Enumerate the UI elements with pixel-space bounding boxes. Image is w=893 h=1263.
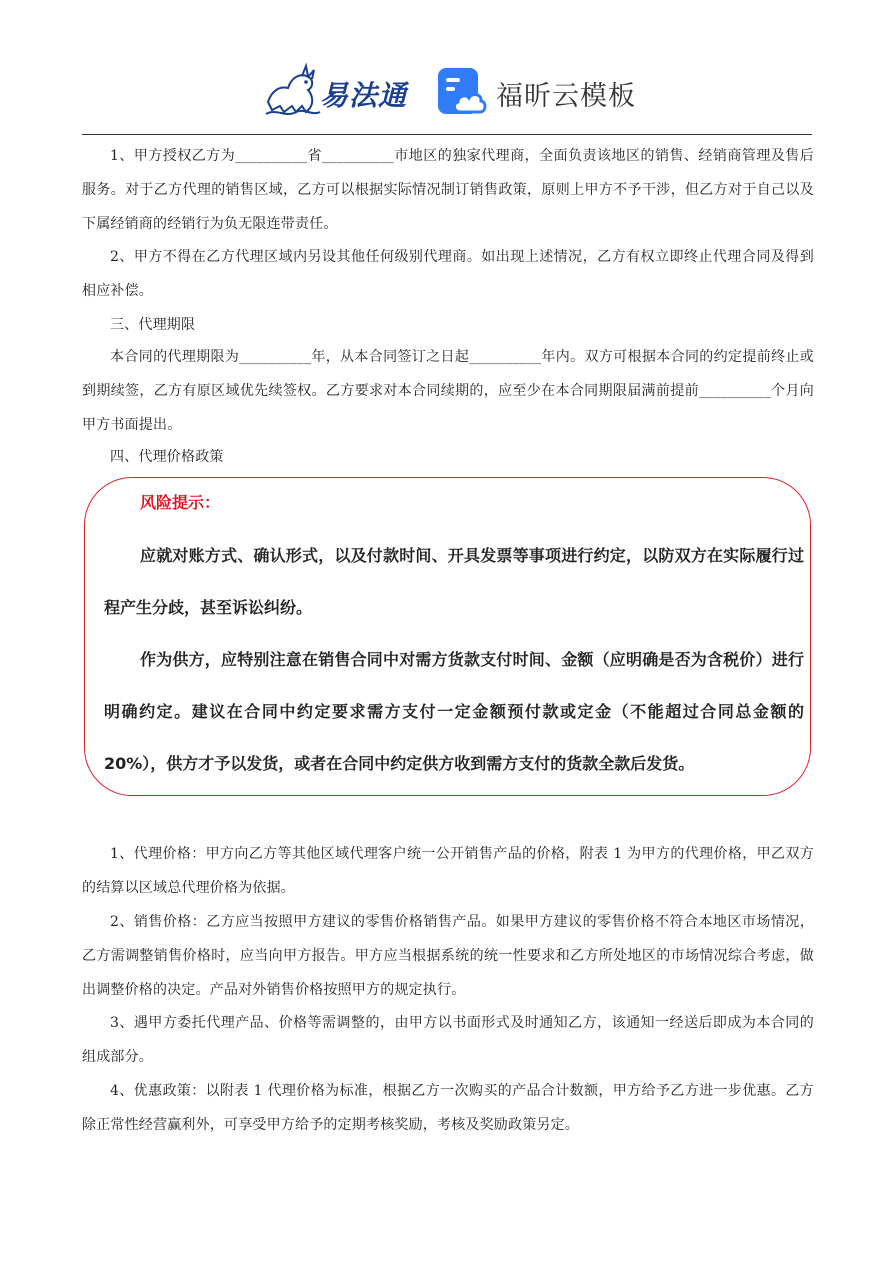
cloud-document-icon <box>436 66 488 118</box>
heading-agency-price-policy: 四、代理价格政策 <box>110 449 224 465</box>
price-clause-2: 2、销售价格：乙方应当按照甲方建议的零售价格销售产品。如果甲方建议的零售价格不符合本地区市场情况，乙方需调整销售价格时，应当向甲方报告。甲方应当根据系统的统一性要求和乙方所处地区的市场情况综合考虑，做出调整价格的决定。产品对外销售价格按照甲方的规定执行。 <box>82 914 814 998</box>
heading-agency-term: 三、代理期限 <box>110 317 196 333</box>
risk-warning-paragraph-1: 应就对账方式、确认形式，以及付款时间、开具发票等事项进行约定，以防双方在实际履行过程产生分歧，甚至诉讼纠纷。 <box>104 546 804 617</box>
price-clause-3: 3、遇甲方委托代理产品、价格等需调整的，由甲方以书面形式及时通知乙方，该通知一经送后即成为本合同的组成部分。 <box>82 1015 814 1065</box>
qilin-icon <box>262 62 322 120</box>
page-header <box>0 0 893 135</box>
yifatong-logo <box>262 62 422 120</box>
price-clause-4: 4、优惠政策：以附表 1 代理价格为标准，根据乙方一次购买的产品合计数额，甲方给予乙方进一步优惠。乙方除正常性经营赢利外，可享受甲方给予的定期考核奖励，考核及奖励政策另定。 <box>82 1083 814 1133</box>
agency-term-paragraph: 本合同的代理期限为__________年，从本合同签订之日起__________年内。双方可根据本合同的约定提前终止或到期续签，乙方有原区域优先续签权。乙方要求对本合同续期的，应至少在本合同期限届满前提前__________个月向甲方书面提出。 <box>82 349 814 433</box>
risk-warning-paragraph-2: 作为供方，应特别注意在销售合同中对需方货款支付时间、金额（应明确是否为含税价）进行明确约定。建议在合同中约定要求需方支付一定金额预付款或定金（不能超过合同总金额的 20%），供方才予以发货，或者在合同中约定供方收到需方支付的货款全款后发货。 <box>104 650 804 773</box>
yifatong-brand-text: 易法通 <box>320 79 408 112</box>
price-clause-1: 1、代理价格：甲方向乙方等其他区域代理客户统一公开销售产品的价格，附表 1 为甲方的代理价格，甲乙双方的结算以区域总代理价格为依据。 <box>82 846 814 896</box>
clause-1-exclusive-agent: 1、甲方授权乙方为__________省__________市地区的独家代理商，全面负责该地区的销售、经销商管理及售后服务。对于乙方代理的销售区域，乙方可以根据实际情况制订销售政策，原则上甲方不予干涉，但乙方对于自己以及下属经销商的经销行为负无限连带责任。 <box>82 148 814 232</box>
header-divider <box>82 134 812 135</box>
clause-2-no-other-agents: 2、甲方不得在乙方代理区域内另设其他任何级别代理商。如出现上述情况，乙方有权立即终止代理合同及得到相应补偿。 <box>82 249 814 299</box>
foxit-brand-text: 福昕云模板 <box>496 81 636 112</box>
foxit-cloud-template-logo <box>436 66 646 120</box>
risk-warning-title: 风险提示： <box>140 493 221 512</box>
